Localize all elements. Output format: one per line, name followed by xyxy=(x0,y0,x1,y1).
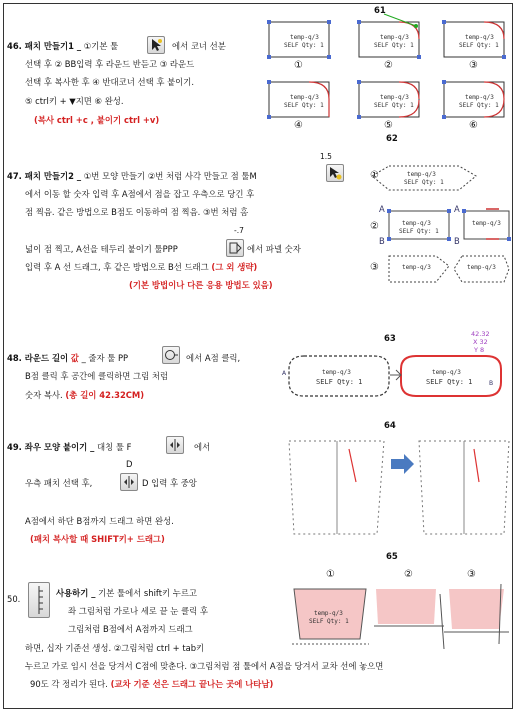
s49-text-1: 대칭 툴 F xyxy=(97,442,132,452)
fig62-label-3: ③ xyxy=(370,262,379,273)
fig61-tag5: temp-q/3 xyxy=(465,34,494,41)
s48-text-3-red: (총 길이 42.32CM) xyxy=(65,390,145,400)
s47-text-4b: 에서 파넬 숫자 xyxy=(247,244,301,254)
fig62-tag2: SELF Qty: 1 xyxy=(404,179,444,186)
fig62-tag3: temp-q/3 xyxy=(402,220,431,227)
s47-title: 47. 패치 만들기2 _ xyxy=(7,171,82,181)
fig61-label-2: ② xyxy=(384,60,393,71)
figure-61-number: 61 xyxy=(374,6,386,16)
s49-d-label: D xyxy=(126,459,133,469)
s49-text-3: A점에서 하단 B점까지 드래그 하면 완성. xyxy=(25,516,174,526)
s48-text-3: 숫자 복사. xyxy=(25,390,63,400)
fig61-tag4: SELF Qty: 1 xyxy=(374,42,414,49)
fig62-label-1: ① xyxy=(370,170,379,181)
fig61-label-4: ④ xyxy=(294,120,303,131)
s50-text-6: 90도 각 정리가 된다. xyxy=(30,679,108,689)
fig63-point-a: A xyxy=(282,370,287,377)
s50-num: 50. xyxy=(7,594,21,604)
s46-text-1: ①기본 툴 xyxy=(83,41,119,51)
s50-text-1: 기본 툴에서 shift키 누르고 xyxy=(98,588,198,598)
fig61-tag11: temp-q/3 xyxy=(465,94,494,101)
fig63-measure-x: X 32 xyxy=(473,338,488,346)
manual-page xyxy=(3,3,513,709)
fig65-tag1: temp-q/3 xyxy=(314,610,343,617)
fig61-tag9: temp-q/3 xyxy=(380,94,409,101)
fig61-tag7: temp-q/3 xyxy=(290,94,319,101)
fig62-point-a1: A xyxy=(379,204,385,214)
fig65-tag2: SELF Qty: 1 xyxy=(309,618,349,625)
s49-text-1b: 에서 xyxy=(194,442,211,452)
s46-text-1b: 에서 코너 선분 xyxy=(172,41,226,51)
figure-63-number: 63 xyxy=(384,334,396,344)
s50-text-5: 누르고 가로 임시 선을 당겨서 C점에 맞춘다. ③그림처럼 점 툴에서 A점을 당겨서 교차 선에 놓으면 xyxy=(25,661,384,671)
fig63-tag3: temp-q/3 xyxy=(432,369,461,376)
fig61-tag3: temp-q/3 xyxy=(380,34,409,41)
s46-text-3: 선택 후 복사한 후 ④ 반대코너 선택 후 붙이기. xyxy=(25,77,195,87)
s46-title: 46. 패치 만들기1 _ xyxy=(7,41,82,51)
fig61-label-5: ⑤ xyxy=(384,120,393,131)
s48-title-red: 값 xyxy=(70,353,79,363)
fig61-tag1: temp-q/3 xyxy=(290,34,319,41)
s46-note: (복사 ctrl +c , 붙이기 ctrl +v) xyxy=(34,115,160,125)
figure-62-number: 62 xyxy=(386,134,398,144)
s50-text-4: 하면, 십자 기준선 생성. ②그림처럼 ctrl + tab키 xyxy=(25,643,205,653)
fig62-point-b1: B xyxy=(379,236,385,246)
fig62-tag7: temp-q/3 xyxy=(467,264,496,271)
fig61-label-1: ① xyxy=(294,60,303,71)
fig62-tag5: temp-q/3 xyxy=(472,220,501,227)
s49-title: 49. 좌우 모양 붙이기 _ xyxy=(7,442,95,452)
fig65-label-2: ② xyxy=(404,569,413,580)
s47-text-3: 점 찍음. 같은 방법으로 B점도 이동하여 점 찍음. ③번 처럼 홈 xyxy=(25,207,249,217)
fig62-point-b2: B xyxy=(454,236,460,246)
fig62-tag6: temp-q/3 xyxy=(402,264,431,271)
s48-text-1b: 에서 A점 클릭, xyxy=(186,353,241,363)
s50-line6 xyxy=(30,678,273,690)
fig63-tag1: temp-q/3 xyxy=(322,369,351,376)
fig62-tag1: temp-q/3 xyxy=(407,171,436,178)
s48-text-1: _ 줄자 툴 PP xyxy=(81,353,129,363)
s46-text-2: 선택 후 ② BB입력 후 라운드 반듣고 ③ 라운드 xyxy=(25,59,195,69)
s49-note: (패치 복사할 때 SHIFT키+ 드래그) xyxy=(30,534,165,544)
fig63-point-b: B xyxy=(489,380,494,387)
fig65-label-1: ① xyxy=(326,569,335,580)
s50-note: (교차 기준 선은 드래그 끝나는 곳에 나타남) xyxy=(110,679,274,689)
s47-note: (기본 방법이나 다른 응용 방법도 있음) xyxy=(129,280,273,290)
s50-title: 사용하기 _ xyxy=(56,588,96,598)
fig63-measure-y: Y 8 xyxy=(474,346,485,354)
figure-64-number: 64 xyxy=(384,421,396,431)
fig65-label-3: ③ xyxy=(467,569,476,580)
s50-text-3: 그림처럼 B점에서 A점까지 드래그 xyxy=(68,624,193,634)
s48-text-2: B점 클릭 후 공간에 클릭하면 그림 처럼 xyxy=(25,371,169,381)
figure-65-number: 65 xyxy=(386,552,398,562)
s49-text-2: 우측 패치 선택 후, xyxy=(25,478,93,488)
s47-value-neg-7: -.7 xyxy=(234,226,244,235)
fig61-tag6: SELF Qty: 1 xyxy=(459,42,499,49)
s47-text-2: 에서 이동 할 숫자 입력 후 A점에서 점을 잡고 우측으로 당긴 후 xyxy=(25,189,255,199)
fig61-tag8: SELF Qty: 1 xyxy=(284,102,324,109)
fig61-tag2: SELF Qty: 1 xyxy=(284,42,324,49)
s48-title: 48. 라운드 길이 xyxy=(7,353,69,363)
fig61-label-6: ⑥ xyxy=(469,120,478,131)
fig62-point-a2: A xyxy=(454,204,460,214)
fig63-tag4: SELF Qty: 1 xyxy=(426,378,473,386)
s49-text-2b: D 입력 후 중앙 xyxy=(142,478,197,488)
fig61-tag12: SELF Qty: 1 xyxy=(459,102,499,109)
fig63-tag2: SELF Qty: 1 xyxy=(316,378,363,386)
fig62-label-2: ② xyxy=(370,221,379,232)
s50-text-2: 좌 그림처럼 가로나 세로 끝 눈 클릭 후 xyxy=(68,606,208,616)
s47-text-5-red: (그 외 생략) xyxy=(211,262,258,272)
s47-text-5: 입력 후 A 선 드래그, 후 같은 방법으로 B선 드래그 xyxy=(25,262,209,272)
s47-text-1: ①번 모양 만들기 ②번 처럼 사각 만들고 점 툴M xyxy=(83,171,257,181)
fig61-label-3: ③ xyxy=(469,60,478,71)
fig61-tag10: SELF Qty: 1 xyxy=(374,102,414,109)
fig63-measure-total: 42.32 xyxy=(471,330,490,338)
fig62-tag4: SELF Qty: 1 xyxy=(399,228,439,235)
s46-text-4: ⑤ ctrl키 + ▼지면 ⑥ 완성. xyxy=(25,96,124,106)
s47-text-4: 넓이 점 찍고, A선을 테두리 붙이기 툴PPP xyxy=(25,244,178,254)
s47-value-1-5: 1.5 xyxy=(320,152,332,161)
